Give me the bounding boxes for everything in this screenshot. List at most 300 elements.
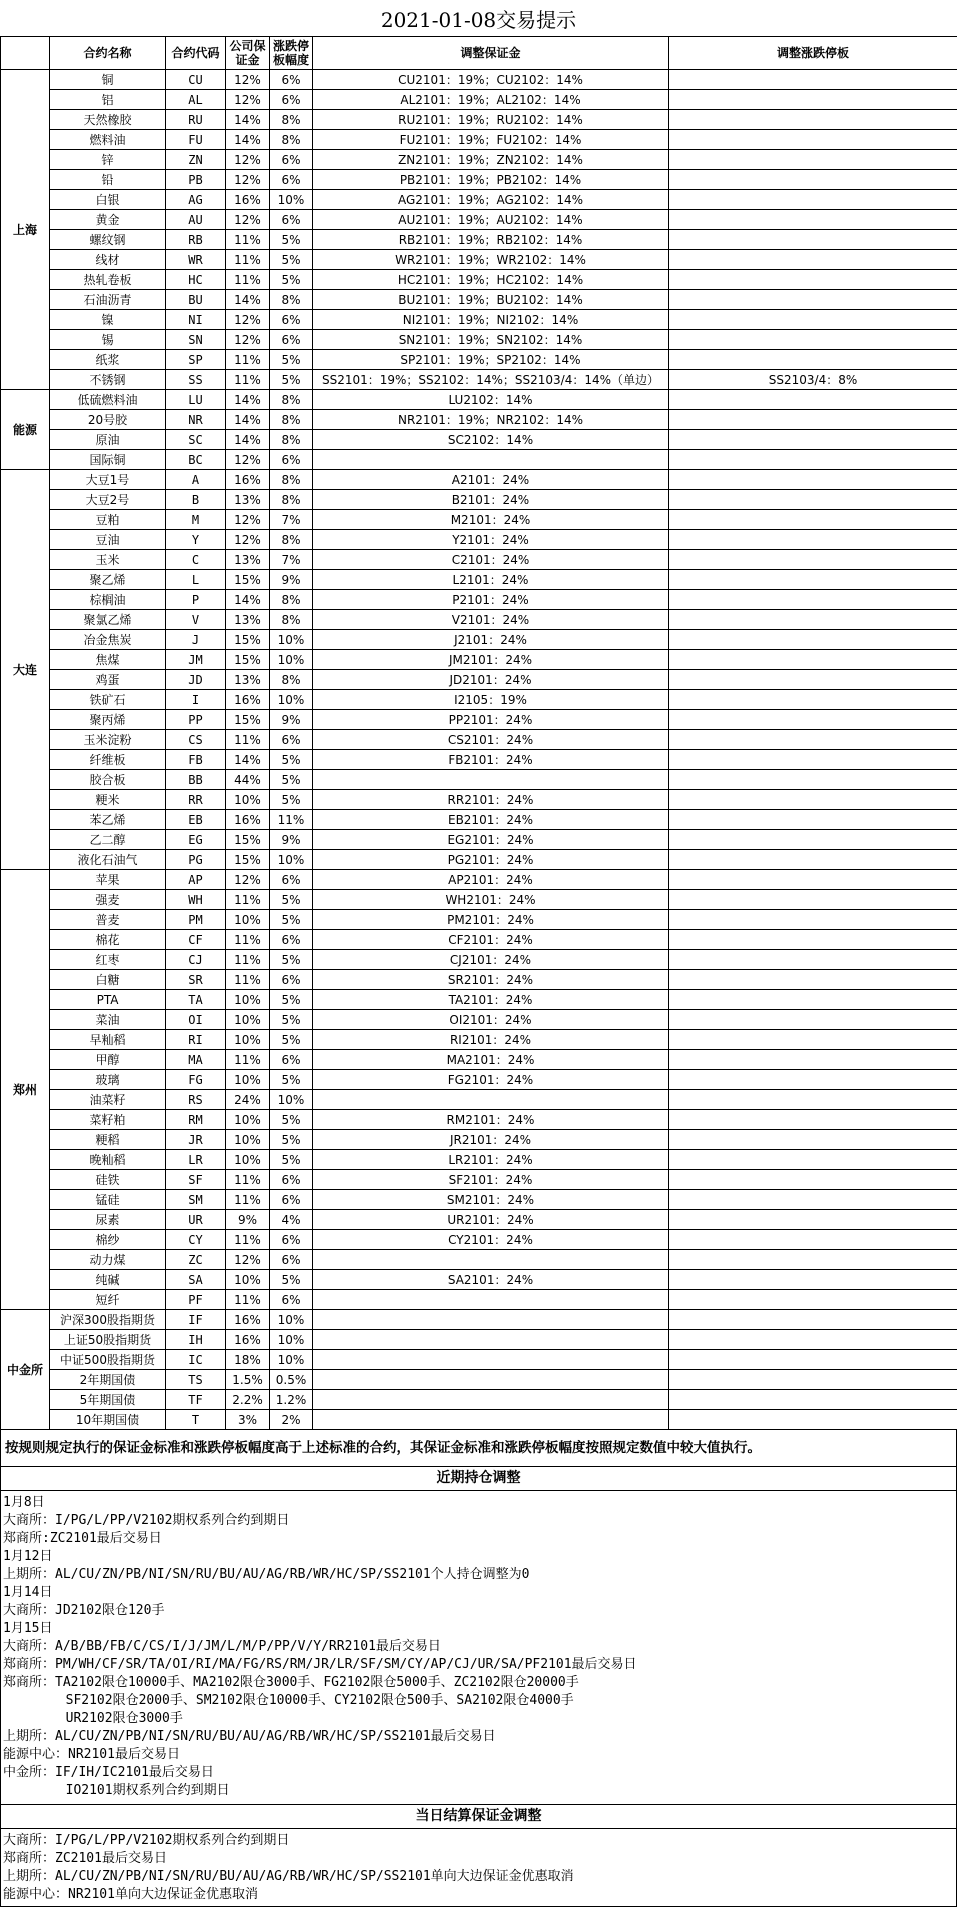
table-row (1, 150, 957, 170)
limit-cell: 10% (270, 190, 313, 210)
contract-name-cell: 苹果 (50, 870, 166, 890)
adjust-limit-cell (669, 250, 957, 270)
adjust-margin-cell: EG2101：24% (313, 830, 669, 850)
contract-code-cell: PP (166, 710, 226, 730)
contract-name-cell: 20号胶 (50, 410, 166, 430)
notice-line: 能源中心：NR2101单向大边保证金优惠取消 (3, 1886, 956, 1904)
adjust-limit-cell (669, 1210, 957, 1230)
limit-cell: 6% (270, 150, 313, 170)
adjust-limit-cell (669, 1390, 957, 1410)
contract-code-cell: JR (166, 1130, 226, 1150)
contract-code-cell: SS (166, 370, 226, 390)
adjust-limit-cell (669, 1030, 957, 1050)
margin-cell: 11% (226, 1190, 270, 1210)
margin-cell: 16% (226, 810, 270, 830)
limit-cell: 5% (270, 990, 313, 1010)
adjust-margin-cell: BU2101：19%；BU2102：14% (313, 290, 669, 310)
limit-cell: 5% (270, 1150, 313, 1170)
exchange-cell: 中金所 (1, 1310, 50, 1430)
contract-code-cell: CY (166, 1230, 226, 1250)
adjust-margin-cell: RU2101：19%；RU2102：14% (313, 110, 669, 130)
contract-code-cell: NR (166, 410, 226, 430)
limit-cell: 5% (270, 350, 313, 370)
margin-cell: 13% (226, 670, 270, 690)
adjust-limit-cell (669, 470, 957, 490)
contract-name-cell: 白银 (50, 190, 166, 210)
adjust-margin-cell: AL2101：19%；AL2102：14% (313, 90, 669, 110)
contract-code-cell: HC (166, 270, 226, 290)
table-row (1, 990, 957, 1010)
adjust-margin-cell: NI2101：19%；NI2102：14% (313, 310, 669, 330)
limit-cell: 2% (270, 1410, 313, 1430)
margin-cell: 11% (226, 1050, 270, 1070)
contract-name-cell: 上证50股指期货 (50, 1330, 166, 1350)
contract-code-cell: V (166, 610, 226, 630)
limit-cell: 6% (270, 330, 313, 350)
contract-code-cell: I (166, 690, 226, 710)
contract-name-cell: 冶金焦炭 (50, 630, 166, 650)
adjust-margin-cell: CU2101：19%；CU2102：14% (313, 70, 669, 90)
adjust-margin-cell: AP2101：24% (313, 870, 669, 890)
table-row (1, 650, 957, 670)
margin-cell: 12% (226, 170, 270, 190)
margin-cell: 12% (226, 510, 270, 530)
limit-cell: 6% (270, 930, 313, 950)
adjust-margin-cell (313, 1390, 669, 1410)
table-row (1, 230, 957, 250)
adjust-margin-cell: PP2101：24% (313, 710, 669, 730)
contract-name-cell: 聚丙烯 (50, 710, 166, 730)
contract-name-cell: 硅铁 (50, 1170, 166, 1190)
margin-cell: 13% (226, 490, 270, 510)
adjust-margin-cell: TA2101：24% (313, 990, 669, 1010)
header-name: 合约名称 (50, 37, 166, 70)
contract-code-cell: Y (166, 530, 226, 550)
table-row (1, 1330, 957, 1350)
limit-cell: 5% (270, 1130, 313, 1150)
adjust-margin-cell: Y2101：24% (313, 530, 669, 550)
adjust-margin-cell: JD2101：24% (313, 670, 669, 690)
adjust-limit-cell (669, 1130, 957, 1150)
adjust-margin-cell: SR2101：24% (313, 970, 669, 990)
table-row (1, 1130, 957, 1150)
adjust-limit-cell (669, 590, 957, 610)
limit-cell: 6% (270, 730, 313, 750)
contract-code-cell: IC (166, 1350, 226, 1370)
adjust-margin-cell: SM2101：24% (313, 1190, 669, 1210)
notice-line: SF2102限仓2000手、SM2102限仓10000手、CY2102限仓500手、SA2102限仓4000手 (3, 1692, 956, 1710)
table-row (1, 270, 957, 290)
contract-name-cell: 低硫燃料油 (50, 390, 166, 410)
margin-cell: 44% (226, 770, 270, 790)
exchange-cell: 大连 (1, 470, 50, 870)
adjust-margin-cell: HC2101：19%；HC2102：14% (313, 270, 669, 290)
adjust-margin-cell: JM2101：24% (313, 650, 669, 670)
limit-cell: 10% (270, 650, 313, 670)
limit-cell: 7% (270, 510, 313, 530)
table-row (1, 770, 957, 790)
contract-name-cell: 油菜籽 (50, 1090, 166, 1110)
limit-cell: 10% (270, 690, 313, 710)
adjust-margin-cell: WH2101：24% (313, 890, 669, 910)
contract-code-cell: T (166, 1410, 226, 1430)
adjust-margin-cell: PB2101：19%；PB2102：14% (313, 170, 669, 190)
adjust-margin-cell: FG2101：24% (313, 1070, 669, 1090)
limit-cell: 5% (270, 370, 313, 390)
margin-cell: 12% (226, 1250, 270, 1270)
table-row (1, 570, 957, 590)
limit-cell: 6% (270, 870, 313, 890)
limit-cell: 6% (270, 70, 313, 90)
limit-cell: 8% (270, 590, 313, 610)
table-row (1, 190, 957, 210)
adjust-margin-cell: AU2101：19%；AU2102：14% (313, 210, 669, 230)
notice-line: 大商所：I/PG/L/PP/V2102期权系列合约到期日 (3, 1832, 956, 1850)
position-section-body (0, 1491, 957, 1805)
notice-line: 上期所：AL/CU/ZN/PB/NI/SN/RU/BU/AU/AG/RB/WR/HC/SP/SS2101个人持仓调整为0 (3, 1566, 956, 1584)
table-row (1, 1410, 957, 1430)
contract-name-cell: 纤维板 (50, 750, 166, 770)
adjust-limit-cell (669, 150, 957, 170)
adjust-limit-cell (669, 610, 957, 630)
table-row (1, 730, 957, 750)
adjust-limit-cell (669, 110, 957, 130)
header-adjust-limit: 调整涨跌停板 (669, 37, 957, 70)
adjust-margin-cell (313, 450, 669, 470)
table-row (1, 250, 957, 270)
limit-cell: 8% (270, 610, 313, 630)
adjust-limit-cell (669, 690, 957, 710)
contract-code-cell: B (166, 490, 226, 510)
contract-code-cell: TA (166, 990, 226, 1010)
notice-line: 郑商所：PM/WH/CF/SR/TA/OI/RI/MA/FG/RS/RM/JR/LR/SF/SM/CY/AP/CJ/UR/SA/PF2101最后交易日 (3, 1656, 956, 1674)
contract-name-cell: 菜油 (50, 1010, 166, 1030)
margin-cell: 11% (226, 270, 270, 290)
table-row (1, 670, 957, 690)
adjust-margin-cell: RB2101：19%；RB2102：14% (313, 230, 669, 250)
margin-cell: 16% (226, 690, 270, 710)
adjust-margin-cell (313, 1090, 669, 1110)
contract-code-cell: JD (166, 670, 226, 690)
contract-name-cell: 天然橡胶 (50, 110, 166, 130)
notice-line: 大商所：I/PG/L/PP/V2102期权系列合约到期日 (3, 1512, 956, 1530)
margin-cell: 11% (226, 730, 270, 750)
margin-cell: 11% (226, 950, 270, 970)
adjust-margin-cell: SA2101：24% (313, 1270, 669, 1290)
notice-line: 大商所：JD2102限仓120手 (3, 1602, 956, 1620)
margin-cell: 13% (226, 610, 270, 630)
notice-line: 上期所：AL/CU/ZN/PB/NI/SN/RU/BU/AU/AG/RB/WR/HC/SP/SS2101最后交易日 (3, 1728, 956, 1746)
contract-code-cell: J (166, 630, 226, 650)
contract-code-cell: IF (166, 1310, 226, 1330)
margin-cell: 10% (226, 1070, 270, 1090)
contract-name-cell: 线材 (50, 250, 166, 270)
margin-cell: 11% (226, 890, 270, 910)
table-row (1, 810, 957, 830)
adjust-margin-cell (313, 1250, 669, 1270)
limit-cell: 8% (270, 130, 313, 150)
contract-code-cell: FG (166, 1070, 226, 1090)
limit-cell: 8% (270, 670, 313, 690)
margin-cell: 14% (226, 390, 270, 410)
adjust-limit-cell (669, 530, 957, 550)
contract-code-cell: EB (166, 810, 226, 830)
contract-code-cell: SC (166, 430, 226, 450)
notice-line: 郑商所：TA2102限仓10000手、MA2102限仓3000手、FG2102限仓5000手、ZC2102限仓20000手 (3, 1674, 956, 1692)
contract-code-cell: PG (166, 850, 226, 870)
contract-code-cell: NI (166, 310, 226, 330)
margin-cell: 3% (226, 1410, 270, 1430)
table-row (1, 1190, 957, 1210)
adjust-limit-cell (669, 190, 957, 210)
limit-cell: 6% (270, 1250, 313, 1270)
adjust-limit-cell (669, 930, 957, 950)
contract-name-cell: 锰硅 (50, 1190, 166, 1210)
margin-cell: 24% (226, 1090, 270, 1110)
adjust-limit-cell (669, 910, 957, 930)
table-row (1, 910, 957, 930)
table-row (1, 1390, 957, 1410)
margin-cell: 12% (226, 70, 270, 90)
adjust-limit-cell (669, 890, 957, 910)
contract-code-cell: MA (166, 1050, 226, 1070)
limit-cell: 6% (270, 1170, 313, 1190)
contract-name-cell: 玻璃 (50, 1070, 166, 1090)
exchange-cell: 能源 (1, 390, 50, 470)
table-row (1, 630, 957, 650)
table-row (1, 490, 957, 510)
adjust-margin-cell (313, 1410, 669, 1430)
notice-line: 郑商所:ZC2101最后交易日 (3, 1530, 956, 1548)
adjust-limit-cell (669, 310, 957, 330)
table-row (1, 330, 957, 350)
margin-cell: 11% (226, 250, 270, 270)
contract-code-cell: WH (166, 890, 226, 910)
adjust-limit-cell (669, 750, 957, 770)
adjust-limit-cell (669, 1350, 957, 1370)
limit-cell: 10% (270, 850, 313, 870)
adjust-margin-cell: J2101：24% (313, 630, 669, 650)
adjust-limit-cell (669, 570, 957, 590)
table-row (1, 130, 957, 150)
adjust-margin-cell: C2101：24% (313, 550, 669, 570)
table-row (1, 390, 957, 410)
contract-code-cell: CU (166, 70, 226, 90)
table-row (1, 930, 957, 950)
contract-code-cell: FB (166, 750, 226, 770)
limit-cell: 6% (270, 210, 313, 230)
adjust-margin-cell: CY2101：24% (313, 1230, 669, 1250)
notice-line: 郑商所：ZC2101最后交易日 (3, 1850, 956, 1868)
margin-cell: 14% (226, 750, 270, 770)
contract-name-cell: 菜籽粕 (50, 1110, 166, 1130)
adjust-limit-cell (669, 850, 957, 870)
margin-cell: 2.2% (226, 1390, 270, 1410)
margin-cell: 14% (226, 110, 270, 130)
table-row (1, 310, 957, 330)
limit-cell: 9% (270, 570, 313, 590)
header-code: 合约代码 (166, 37, 226, 70)
adjust-limit-cell (669, 710, 957, 730)
adjust-limit-cell: SS2103/4：8% (669, 370, 957, 390)
adjust-limit-cell (669, 1370, 957, 1390)
limit-cell: 5% (270, 790, 313, 810)
limit-cell: 5% (270, 1110, 313, 1130)
adjust-margin-cell: LR2101：24% (313, 1150, 669, 1170)
table-row (1, 550, 957, 570)
limit-cell: 6% (270, 1190, 313, 1210)
margin-cell: 10% (226, 1030, 270, 1050)
table-row (1, 1210, 957, 1230)
adjust-margin-cell (313, 770, 669, 790)
contract-name-cell: 铝 (50, 90, 166, 110)
adjust-margin-cell: RI2101：24% (313, 1030, 669, 1050)
limit-cell: 6% (270, 1290, 313, 1310)
table-row (1, 1070, 957, 1090)
table-row (1, 1170, 957, 1190)
adjust-limit-cell (669, 870, 957, 890)
contract-name-cell: 豆油 (50, 530, 166, 550)
contract-name-cell: 沪深300股指期货 (50, 1310, 166, 1330)
header-limit: 涨跌停板幅度 (270, 37, 313, 70)
margin-cell: 12% (226, 210, 270, 230)
contract-code-cell: IH (166, 1330, 226, 1350)
margin-cell: 12% (226, 530, 270, 550)
margin-cell: 9% (226, 1210, 270, 1230)
contract-name-cell: 国际铜 (50, 450, 166, 470)
adjust-margin-cell: V2101：24% (313, 610, 669, 630)
exchange-cell: 上海 (1, 70, 50, 390)
contract-code-cell: PF (166, 1290, 226, 1310)
table-row (1, 750, 957, 770)
contract-name-cell: 铅 (50, 170, 166, 190)
contract-name-cell: 动力煤 (50, 1250, 166, 1270)
table-row (1, 610, 957, 630)
table-row (1, 410, 957, 430)
table-row (1, 70, 957, 90)
contract-code-cell: P (166, 590, 226, 610)
contract-name-cell: 白糖 (50, 970, 166, 990)
contract-name-cell: 红枣 (50, 950, 166, 970)
adjust-margin-cell: M2101：24% (313, 510, 669, 530)
table-row (1, 970, 957, 990)
contract-code-cell: C (166, 550, 226, 570)
adjust-margin-cell: B2101：24% (313, 490, 669, 510)
limit-cell: 5% (270, 250, 313, 270)
contract-name-cell: 铜 (50, 70, 166, 90)
margin-cell: 18% (226, 1350, 270, 1370)
contract-code-cell: TF (166, 1390, 226, 1410)
contract-name-cell: 棉花 (50, 930, 166, 950)
contract-name-cell: 燃料油 (50, 130, 166, 150)
settlement-section-title: 当日结算保证金调整 (0, 1805, 957, 1829)
table-row (1, 510, 957, 530)
contract-code-cell: SA (166, 1270, 226, 1290)
margin-cell: 15% (226, 710, 270, 730)
limit-cell: 7% (270, 550, 313, 570)
table-row (1, 430, 957, 450)
table-row (1, 170, 957, 190)
margin-cell: 11% (226, 370, 270, 390)
contract-name-cell: 锡 (50, 330, 166, 350)
contract-name-cell: 乙二醇 (50, 830, 166, 850)
notice-line: 上期所：AL/CU/ZN/PB/NI/SN/RU/BU/AU/AG/RB/WR/HC/SP/SS2101单向大边保证金优惠取消 (3, 1868, 956, 1886)
margin-cell: 10% (226, 990, 270, 1010)
table-header-row (1, 37, 957, 70)
contract-name-cell: 10年期国债 (50, 1410, 166, 1430)
adjust-margin-cell: I2105：19% (313, 690, 669, 710)
table-row (1, 1250, 957, 1270)
margin-cell: 14% (226, 290, 270, 310)
contract-code-cell: SF (166, 1170, 226, 1190)
table-row (1, 530, 957, 550)
limit-cell: 5% (270, 1270, 313, 1290)
adjust-margin-cell: OI2101：24% (313, 1010, 669, 1030)
contract-name-cell: 尿素 (50, 1210, 166, 1230)
adjust-limit-cell (669, 790, 957, 810)
adjust-limit-cell (669, 1070, 957, 1090)
limit-cell: 5% (270, 950, 313, 970)
adjust-limit-cell (669, 950, 957, 970)
adjust-limit-cell (669, 1250, 957, 1270)
adjust-margin-cell: SP2101：19%；SP2102：14% (313, 350, 669, 370)
adjust-limit-cell (669, 770, 957, 790)
contract-code-cell: SR (166, 970, 226, 990)
contract-code-cell: BU (166, 290, 226, 310)
contract-name-cell: 黄金 (50, 210, 166, 230)
contract-name-cell: 普麦 (50, 910, 166, 930)
contract-name-cell: 锌 (50, 150, 166, 170)
adjust-margin-cell: RM2101：24% (313, 1110, 669, 1130)
table-row (1, 950, 957, 970)
adjust-limit-cell (669, 1170, 957, 1190)
contract-name-cell: 大豆1号 (50, 470, 166, 490)
margin-cell: 10% (226, 1150, 270, 1170)
margin-cell: 1.5% (226, 1370, 270, 1390)
contract-code-cell: AU (166, 210, 226, 230)
adjust-margin-cell (313, 1330, 669, 1350)
limit-cell: 6% (270, 970, 313, 990)
notice-line: 中金所：IF/IH/IC2101最后交易日 (3, 1764, 956, 1782)
margin-cell: 12% (226, 90, 270, 110)
limit-cell: 8% (270, 390, 313, 410)
contract-code-cell: LU (166, 390, 226, 410)
adjust-margin-cell: CS2101：24% (313, 730, 669, 750)
contract-name-cell: 螺纹钢 (50, 230, 166, 250)
contract-name-cell: 热轧卷板 (50, 270, 166, 290)
contract-code-cell: CS (166, 730, 226, 750)
margin-cell: 11% (226, 1170, 270, 1190)
contract-code-cell: TS (166, 1370, 226, 1390)
contract-code-cell: L (166, 570, 226, 590)
contract-name-cell: 粳稻 (50, 1130, 166, 1150)
notice-line: 1月14日 (3, 1584, 956, 1602)
adjust-margin-cell: EB2101：24% (313, 810, 669, 830)
contract-name-cell: 聚乙烯 (50, 570, 166, 590)
table-row (1, 370, 957, 390)
contract-name-cell: 5年期国债 (50, 1390, 166, 1410)
margin-cell: 15% (226, 570, 270, 590)
limit-cell: 5% (270, 270, 313, 290)
margin-cell: 12% (226, 870, 270, 890)
margin-cell: 11% (226, 970, 270, 990)
contract-name-cell: 不锈钢 (50, 370, 166, 390)
adjust-margin-cell: AG2101：19%；AG2102：14% (313, 190, 669, 210)
header-margin: 公司保证金 (226, 37, 270, 70)
contract-code-cell: FU (166, 130, 226, 150)
adjust-limit-cell (669, 970, 957, 990)
adjust-margin-cell (313, 1350, 669, 1370)
